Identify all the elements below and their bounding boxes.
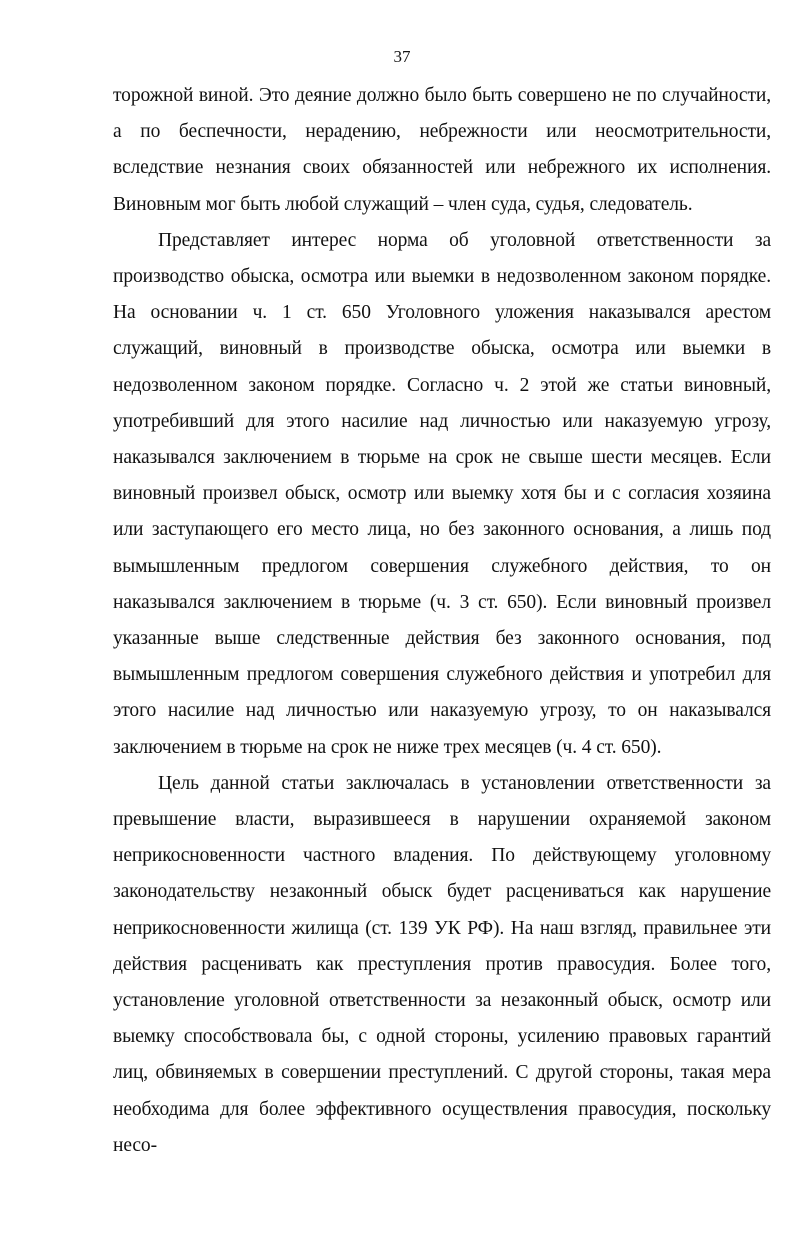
paragraph-search-liability: Представляет интерес норма об уголовной ответственности за производство обыска, осмотра или выемки в недозволенном законом порядке. На основании ч. 1 ст. 650 Уголовного уложения наказывался арестом служащий, виновный в производстве обыска, осмотра или выемки в недозволенном законом порядке. Согласно ч. 2 этой же статьи виновный, употребивший для этого насилие над личностью или наказуемую угрозу, наказывался заключением в тюрьме на срок не свыше шести месяцев. Если виновный произвел обыск, осмотр или выемку хотя бы и с согласия хозяина или заступающего его место лица, но без законного основания, а лишь под вымышленным предлогом совершения служебного действия, то он наказывался заключением в тюрьме (ч. 3 ст. 650). Если виновный произвел указанные выше следственные действия без законного основания, под вымышленным предлогом совершения служебного действия и употребил для этого насилие над личностью или наказуемую угрозу, то он наказывался заключением в тюрьме на срок не ниже трех месяцев (ч. 4 ст. 650). — [113, 229, 771, 758]
paragraph-continuation: торожной виной. Это деяние должно было быть совершено не по случайности, а по беспечности, нерадению, небрежности или неосмотрительности, вследствие незнания своих обязанностей или небрежного их исполнения. Виновным мог быть любой служащий – член суда, судья, следователь. — [113, 85, 771, 215]
paragraph-article-purpose: Цель данной статьи заключалась в установлении ответственности за превышение власти, выразившееся в нарушении охраняемой законом неприкосновенности частного владения. По действующему уголовному законодательству незаконный обыск будет расцениваться как нарушение неприкосновенности жилища (ст. 139 УК РФ). На наш взгляд, правильнее эти действия расценивать как преступления против правосудия. Более того, установление уголовной ответственности за незаконный обыск, осмотр или выемку способствовала бы, с одной стороны, усилению правовых гарантий лиц, обвиняемых в совершении преступлений. С другой стороны, такая мера необходима для более эффективного осуществления правосудия, поскольку несо- — [113, 772, 771, 1156]
body-text — [113, 78, 771, 1164]
page-number: 37 — [393, 47, 411, 66]
